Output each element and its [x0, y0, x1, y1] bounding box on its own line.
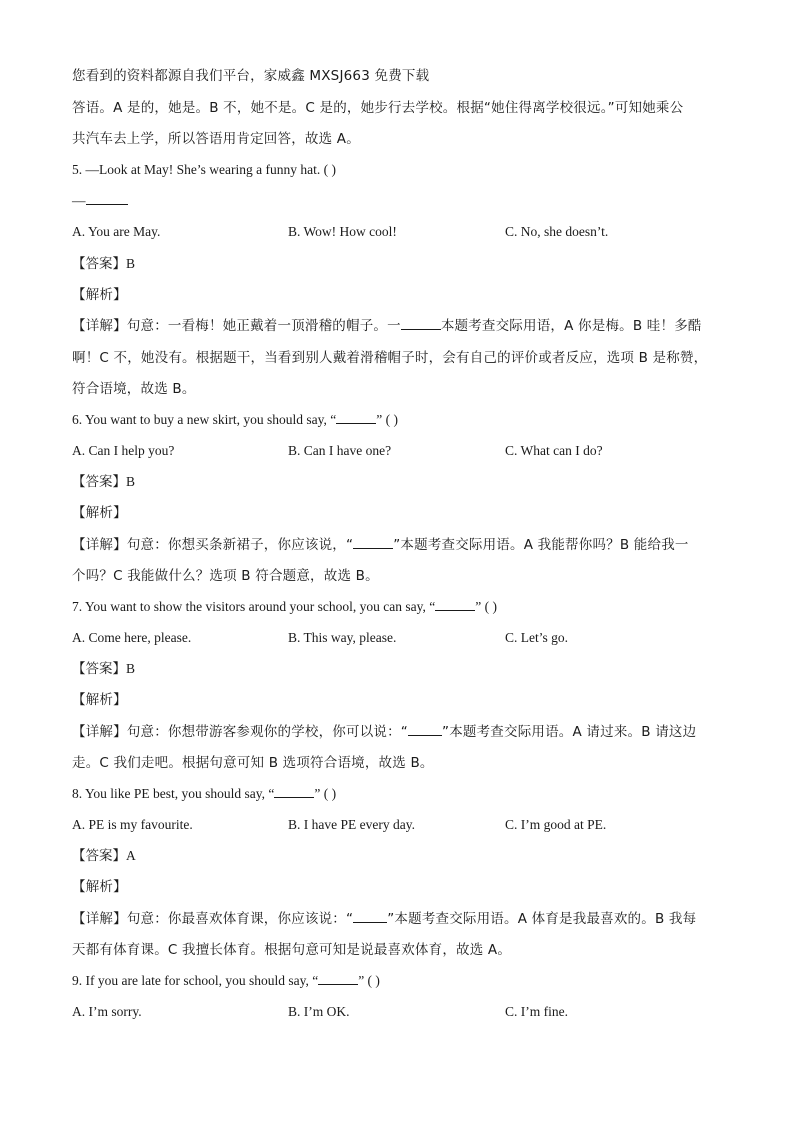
q5-answer-blank [86, 192, 128, 205]
answer-tag: 【答案】 [72, 474, 126, 490]
q5-detail-line-3: 符合语境，故选 B。 [72, 381, 196, 397]
q7-stem-blank [435, 598, 475, 611]
q7-detail-text-a: 句意：你想带游客参观你的学校，你可以说：“ [126, 724, 409, 740]
q8-analysis-tag: 【解析】 [72, 879, 127, 895]
q5-dash: — [72, 193, 86, 208]
q9-stem-text-a: 9. If you are late for school, you should say, “ [72, 973, 319, 988]
q5-option-a: A. You are May. [72, 224, 161, 239]
q7-option-b: B. This way, please. [288, 630, 397, 645]
q6-detail-text-a: 句意：你想买条新裙子，你应该说，“ [126, 537, 354, 553]
q6-detail-line-2: 个吗？C 我能做什么？选项 B 符合题意，故选 B。 [72, 568, 379, 584]
q8-stem-text-a: 8. You like PE best, you should say, “ [72, 786, 275, 801]
q8-option-c: C. I’m good at PE. [505, 817, 607, 832]
q8-detail-line-2: 天都有体育课。C 我擅长体育。根据句意可知是说最喜欢体育，故选 A。 [72, 942, 512, 958]
q9-stem [72, 972, 380, 990]
q7-answer: B [126, 661, 136, 676]
q5-answer-line [72, 255, 135, 273]
q5-detail-text-a: 句意：一看梅！她正戴着一顶滑稽的帽子。一 [126, 318, 401, 334]
q7-option-a: A. Come here, please. [72, 630, 192, 645]
q6-detail-text-b: ”本题考查交际用语。A 我能帮你吗？B 能给我一 [393, 537, 689, 553]
q7-stem [72, 598, 497, 616]
q6-analysis-tag: 【解析】 [72, 505, 127, 521]
q7-answer-line [72, 660, 135, 678]
q7-stem-text-a: 7. You want to show the visitors around your school, you can say, “ [72, 599, 436, 614]
q7-detail-line-2: 走。C 我们走吧。根据句意可知 B 选项符合语境，故选 B。 [72, 755, 434, 771]
q9-option-c: C. I’m fine. [505, 1004, 568, 1019]
q5-option-b: B. Wow! How cool! [288, 224, 397, 239]
q6-stem-blank [336, 411, 376, 424]
q6-answer-line [72, 473, 135, 491]
detail-tag: 【详解】 [72, 911, 127, 927]
q8-answer: A [126, 848, 136, 863]
q9-option-a: A. I’m sorry. [72, 1004, 142, 1019]
q8-answer-line [72, 847, 136, 865]
q9-option-b: B. I’m OK. [288, 1004, 350, 1019]
q9-stem-blank [318, 972, 358, 985]
q8-detail-text-a: 句意：你最喜欢体育课，你应该说：“ [126, 911, 354, 927]
q5-stem: 5. —Look at May! She’s wearing a funny hat. ( ) [72, 162, 336, 177]
q9-stem-text-b: ” ( ) [358, 973, 380, 988]
q7-option-c: C. Let’s go. [505, 630, 568, 645]
q5-answer: B [126, 256, 136, 271]
q6-option-a: A. Can I help you? [72, 443, 175, 458]
q5-stem-response [72, 192, 128, 210]
answer-tag: 【答案】 [72, 256, 126, 272]
detail-tag: 【详解】 [72, 318, 127, 334]
answer-tag: 【答案】 [72, 848, 126, 864]
q8-detail-line-1 [72, 910, 696, 928]
q8-detail-text-b: ”本题考查交际用语。A 体育是我最喜欢的。B 我每 [387, 911, 697, 927]
q7-analysis-tag: 【解析】 [72, 692, 127, 708]
q6-option-c: C. What can I do? [505, 443, 603, 458]
q6-option-b: B. Can I have one? [288, 443, 392, 458]
q7-detail-blank [408, 723, 442, 736]
q6-stem-text-a: 6. You want to buy a new skirt, you should say, “ [72, 412, 337, 427]
q6-stem-text-b: ” ( ) [376, 412, 398, 427]
q6-stem [72, 411, 398, 429]
answer-tag: 【答案】 [72, 661, 126, 677]
q8-option-b: B. I have PE every day. [288, 817, 415, 832]
q4-detail-line-2: 共汽车去上学，所以答语用肯定回答，故选 A。 [72, 131, 360, 147]
header-banner: 您看到的资料都源自我们平台，家威鑫 MXSJ663 免费下载 [72, 68, 430, 84]
q5-option-c: C. No, she doesn’t. [505, 224, 609, 239]
q6-answer: B [126, 474, 136, 489]
q8-stem-blank [274, 785, 314, 798]
q8-stem-text-b: ” ( ) [314, 786, 337, 801]
q7-detail-line-1 [72, 723, 696, 741]
q5-analysis-tag: 【解析】 [72, 287, 127, 303]
q5-detail-blank [401, 317, 441, 330]
q5-detail-text-b: 本题考查交际用语，A 你是梅。B 哇！多酷 [440, 318, 702, 334]
q8-option-a: A. PE is my favourite. [72, 817, 193, 832]
q8-stem [72, 785, 336, 803]
q7-detail-text-b: ”本题考查交际用语。A 请过来。B 请这边 [442, 724, 697, 740]
detail-tag: 【详解】 [72, 537, 127, 553]
q4-detail-line-1: 答语。A 是的，她是。B 不，她不是。C 是的，她步行去学校。根据“她住得离学校很远。”可知她乘公 [72, 100, 684, 116]
q6-detail-line-1 [72, 536, 689, 554]
q6-detail-blank [353, 536, 393, 549]
q5-detail-line-1 [72, 317, 702, 335]
q5-detail-line-2: 啊！C 不，她没有。根据题干，当看到别人戴着滑稽帽子时，会有自己的评价或者反应，选项 B 是称赞， [72, 350, 708, 366]
detail-tag: 【详解】 [72, 724, 127, 740]
q7-stem-text-b: ” ( ) [475, 599, 497, 614]
q8-detail-blank [353, 910, 387, 923]
